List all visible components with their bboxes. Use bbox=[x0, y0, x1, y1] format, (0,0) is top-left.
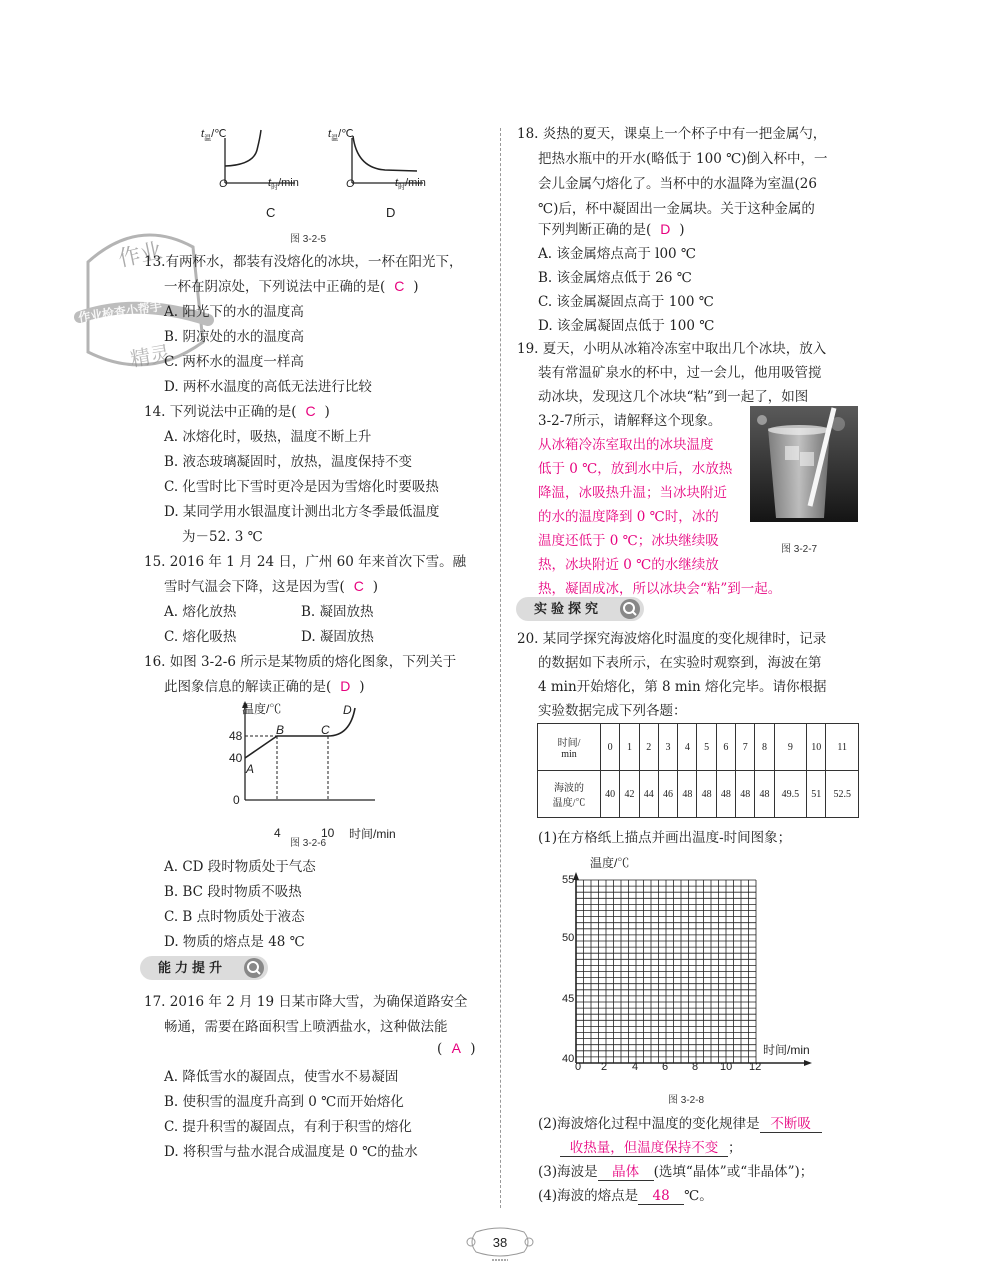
q18-answer: D bbox=[660, 221, 671, 237]
q18-option-d: D. 该金属凝固点低于 100 ℃ bbox=[538, 318, 715, 334]
table-cell: 48 bbox=[716, 771, 735, 818]
table-head-temp: 海波的 温度/℃ bbox=[538, 771, 601, 818]
grid-xtick-6: 6 bbox=[662, 1061, 669, 1073]
q13-option-c: C. 两杯水的温度一样高 bbox=[164, 354, 304, 370]
q19-line-1: 19. 夏天，小明从冰箱冷冻室中取出几个冰块，放入 bbox=[517, 341, 827, 357]
q20-part2-blank-2: 收热量，但温度保持不变 bbox=[560, 1136, 728, 1157]
fig327-caption: 图 3-2-7 bbox=[781, 544, 818, 555]
table-head-time: 时间/ min bbox=[538, 724, 601, 771]
table-cell: 8 bbox=[755, 724, 774, 771]
q13-answer: C bbox=[394, 278, 405, 294]
section-experiment-header: 实验探究 bbox=[516, 597, 644, 621]
q16-stem-2: 此图象信息的解读正确的是( D ) bbox=[164, 678, 365, 695]
q13-option-d: D. 两杯水温度的高低无法进行比较 bbox=[164, 379, 372, 395]
q16-stem-1: 16. 如图 3-2-6 所示是某物质的熔化图象，下列关于 bbox=[144, 654, 457, 670]
table-cell: 11 bbox=[826, 724, 859, 771]
grid-ytick-45: 45 bbox=[562, 993, 575, 1005]
q20-part4-blank: 48 bbox=[638, 1188, 684, 1205]
q19-answer-4: 的水的温度降到 0 ℃时，冰的 bbox=[538, 509, 719, 525]
fig326-xlabel: 时间/min bbox=[349, 827, 396, 841]
magnifier-icon bbox=[620, 599, 640, 619]
table-cell: 48 bbox=[697, 771, 716, 818]
figure-3-2-7-photo bbox=[750, 406, 858, 522]
column-divider bbox=[500, 128, 501, 1208]
grid-xtick-4: 4 bbox=[632, 1061, 639, 1073]
magnifier-icon bbox=[244, 958, 264, 978]
q19-answer-3: 降温，冰吸热升温；当冰块附近 bbox=[538, 485, 727, 501]
q17-option-c: C. 提升积雪的凝固点，有利于积雪的熔化 bbox=[164, 1119, 412, 1135]
fig325-caption: 图 3-2-5 bbox=[290, 234, 327, 245]
q14-option-c: C. 化雪时比下雪时更冷是因为雪熔化时要吸热 bbox=[164, 479, 439, 495]
q16-option-c: C. B 点时物质处于液态 bbox=[164, 909, 305, 925]
fig326-x4: 4 bbox=[274, 826, 281, 840]
q20-line-4: 实验数据完成下列各题： bbox=[538, 703, 687, 719]
fig325-c-origin: O bbox=[219, 178, 228, 190]
table-cell: 3 bbox=[658, 724, 677, 771]
q13-stem-1: 13.有两杯水，都装有没熔化的冰块，一杯在阳光下， bbox=[144, 254, 463, 270]
fig326-point-a: A bbox=[246, 762, 255, 776]
q15-option-c: C. 熔化吸热 bbox=[164, 629, 237, 645]
q20-line-1: 20. 某同学探究海波熔化时温度的变化规律时，记录 bbox=[517, 631, 827, 647]
q13-option-a: A. 阳光下的水的温度高 bbox=[164, 304, 304, 320]
fig325-d-ylabel: $t_温/℃$ bbox=[328, 128, 354, 143]
table-cell: 44 bbox=[639, 771, 658, 818]
q15-option-a: A. 熔化放热 bbox=[164, 604, 237, 620]
table-cell: 42 bbox=[620, 771, 639, 818]
q14-option-a: A. 冰熔化时，吸热，温度不断上升 bbox=[164, 429, 372, 445]
q13-option-b: B. 阴凉处的水的温度高 bbox=[164, 329, 305, 345]
q16-option-d: D. 物质的熔点是 48 ℃ bbox=[164, 934, 305, 950]
fig326-y48: 48 bbox=[229, 729, 243, 743]
q13-stem-2: 一杯在阴凉处，下列说法中正确的是( C ) bbox=[164, 278, 419, 295]
q14-option-d-cont: 为－52. 3 ℃ bbox=[182, 529, 263, 545]
grid-ytick-40: 40 bbox=[562, 1053, 575, 1065]
q20-part4: (4)海波的熔点是 48 ℃。 bbox=[538, 1188, 713, 1204]
grid-xtick-0: 0 bbox=[575, 1061, 582, 1073]
q17-option-d: D. 将积雪与盐水混合成温度是 0 ℃的盐水 bbox=[164, 1144, 418, 1160]
stamp-line3: 精灵 bbox=[128, 340, 173, 372]
q19-answer-1: 从冰箱冷冻室取出的冰块温度 bbox=[538, 437, 714, 453]
data-table bbox=[537, 723, 859, 818]
grid-xlabel: 时间/min bbox=[763, 1043, 810, 1057]
table-cell: 5 bbox=[697, 724, 716, 771]
q14-answer: C bbox=[305, 403, 316, 419]
grid-xtick-8: 8 bbox=[692, 1061, 699, 1073]
q19-answer-6: 热，冰块附近 0 ℃的水继续放 bbox=[538, 557, 719, 573]
table-cell: 40 bbox=[601, 771, 620, 818]
q19-line-3: 动冰块，发现这几个冰块“粘”到一起了，如图 bbox=[538, 389, 809, 405]
q18-line-1: 18. 炎热的夏天，课桌上一个杯子中有一把金属勺， bbox=[517, 126, 827, 142]
table-cell: 2 bbox=[639, 724, 658, 771]
q19-line-2: 装有常温矿泉水的杯中，过一会儿，他用吸管搅 bbox=[538, 365, 822, 381]
q17-option-a: A. 降低雪水的凝固点，使雪水不易凝固 bbox=[164, 1069, 399, 1085]
q15-answer: C bbox=[353, 578, 364, 594]
q18-option-b: B. 该金属熔点低于 26 ℃ bbox=[538, 270, 692, 286]
table-cell: 9 bbox=[774, 724, 806, 771]
q14-stem: 14. 下列说法中正确的是( C ) bbox=[144, 403, 330, 420]
q20-line-2: 的数据如下表所示，在实验时观察到，海波在第 bbox=[538, 655, 822, 671]
q14-option-b: B. 液态玻璃凝固时，放热，温度保持不变 bbox=[164, 454, 413, 470]
table-cell: 1 bbox=[620, 724, 639, 771]
q16-answer: D bbox=[340, 678, 351, 694]
stamp-line1: 作业 bbox=[116, 238, 165, 273]
fig326-point-c: C bbox=[321, 723, 330, 737]
fig325-d-xlabel: $t_时/\min$ bbox=[395, 177, 426, 192]
q20-part2: (2)海波熔化过程中温度的变化规律是 不断吸 bbox=[538, 1112, 822, 1133]
q17-answer: A bbox=[451, 1040, 461, 1056]
q19-answer-2: 低于 0 ℃，放到水中后，水放热 bbox=[538, 461, 733, 477]
table-cell: 49.5 bbox=[774, 771, 806, 818]
fig326-caption: 图 3-2-6 bbox=[290, 838, 327, 849]
q18-option-a: A. 该金属熔点高于 l00 ℃ bbox=[538, 246, 697, 262]
stamp-line2: 作业检查小帮手 bbox=[77, 299, 163, 325]
table-cell: 48 bbox=[755, 771, 774, 818]
section-ability-header: 能力提升 bbox=[140, 956, 268, 980]
q16-option-a: A. CD 段时物质处于气态 bbox=[164, 859, 316, 875]
q20-line-3: 4 min开始熔化，第 8 min 熔化完毕。请你根据 bbox=[538, 679, 827, 695]
fig326-point-d: D bbox=[343, 703, 352, 717]
fig326-y40: 40 bbox=[229, 751, 243, 765]
q15-stem-2: 雪时气温会下降，这是因为雪( C ) bbox=[164, 578, 379, 595]
q20-part3: (3)海波是 晶体 (选填“晶体”或“非晶体”)； bbox=[538, 1160, 813, 1181]
q14-option-d: D. 某同学用水银温度计测出北方冬季最低温度 bbox=[164, 504, 440, 520]
fig325-c-ylabel: $t_温/℃$ bbox=[201, 128, 227, 143]
q18-line-3: 会儿金属勺熔化了。当杯中的水温降为室温(26 bbox=[538, 176, 817, 192]
table-cell: 52.5 bbox=[826, 771, 859, 818]
q17-option-b: B. 使积雪的温度升高到 0 ℃而开始熔化 bbox=[164, 1094, 404, 1110]
grid-xtick-12: 12 bbox=[749, 1061, 762, 1073]
table-cell: 0 bbox=[601, 724, 620, 771]
q18-line-2: 把热水瓶中的开水(略低于 100 ℃)倒入杯中，一 bbox=[538, 151, 828, 167]
q17-stem-1: 17. 2016 年 2 月 19 日某市降大雪，为确保道路安全 bbox=[144, 994, 468, 1010]
q18-line-4: ℃)后，杯中凝固出一金属块。关于这种金属的 bbox=[538, 201, 815, 217]
q19-answer-7: 热，凝固成冰，所以冰块会“粘”到一起。 bbox=[538, 581, 782, 597]
q19-answer-5: 温度还低于 0 ℃；冰块继续吸 bbox=[538, 533, 719, 549]
fig325-c-xlabel: $t_时/\min$ bbox=[268, 177, 299, 192]
table-cell: 10 bbox=[807, 724, 826, 771]
grid-xtick-2: 2 bbox=[601, 1061, 608, 1073]
table-cell: 6 bbox=[716, 724, 735, 771]
fig326-x10: 10 bbox=[321, 826, 335, 840]
q15-option-d: D. 凝固放热 bbox=[301, 629, 374, 645]
q20-part1: (1)在方格纸上描点并画出温度-时间图象； bbox=[538, 830, 792, 846]
table-row-time bbox=[538, 724, 859, 771]
q20-part2-cont: 收热量，但温度保持不变 ； bbox=[560, 1136, 742, 1157]
table-cell: 46 bbox=[658, 771, 677, 818]
fig328-caption: 图 3-2-8 bbox=[668, 1095, 705, 1106]
fig325-label-c: C bbox=[266, 205, 276, 220]
fig326-point-b: B bbox=[276, 723, 285, 737]
q15-stem-1: 15. 2016 年 1 月 24 日，广州 60 年来首次下雪。融 bbox=[144, 554, 467, 570]
figure-3-2-5 bbox=[195, 118, 445, 228]
grid-ytick-50: 50 bbox=[562, 932, 575, 944]
table-cell: 7 bbox=[736, 724, 755, 771]
q18-line-5: 下列判断正确的是( D ) bbox=[538, 221, 685, 238]
q19-line-4: 3-2-7所示，请解释这个现象。 bbox=[538, 413, 722, 429]
table-cell: 4 bbox=[678, 724, 697, 771]
page-number: 38 bbox=[492, 1235, 508, 1250]
q17-stem-2: 畅通，需要在路面积雪上喷洒盐水，这种做法能 bbox=[164, 1019, 448, 1035]
q18-option-c: C. 该金属凝固点高于 100 ℃ bbox=[538, 294, 714, 310]
table-cell: 51 bbox=[807, 771, 826, 818]
table-cell: 48 bbox=[678, 771, 697, 818]
grid-ytick-55: 55 bbox=[562, 874, 575, 886]
q20-part2-blank-1: 不断吸 bbox=[760, 1112, 822, 1133]
grid-ylabel: 温度/℃ bbox=[590, 856, 630, 870]
fig326-ylabel: 温度/℃ bbox=[242, 702, 282, 716]
grid-xtick-10: 10 bbox=[720, 1061, 733, 1073]
q20-part3-blank: 晶体 bbox=[598, 1160, 654, 1181]
q16-option-b: B. BC 段时物质不吸热 bbox=[164, 884, 302, 900]
fig325-d-origin: O bbox=[346, 178, 355, 190]
fig325-label-d: D bbox=[386, 205, 396, 220]
table-cell: 48 bbox=[736, 771, 755, 818]
fig326-zero: 0 bbox=[233, 793, 240, 807]
q15-option-b: B. 凝固放热 bbox=[301, 604, 374, 620]
q17-answer-bracket: ( A ) bbox=[437, 1040, 476, 1057]
table-row-temp bbox=[538, 771, 859, 818]
